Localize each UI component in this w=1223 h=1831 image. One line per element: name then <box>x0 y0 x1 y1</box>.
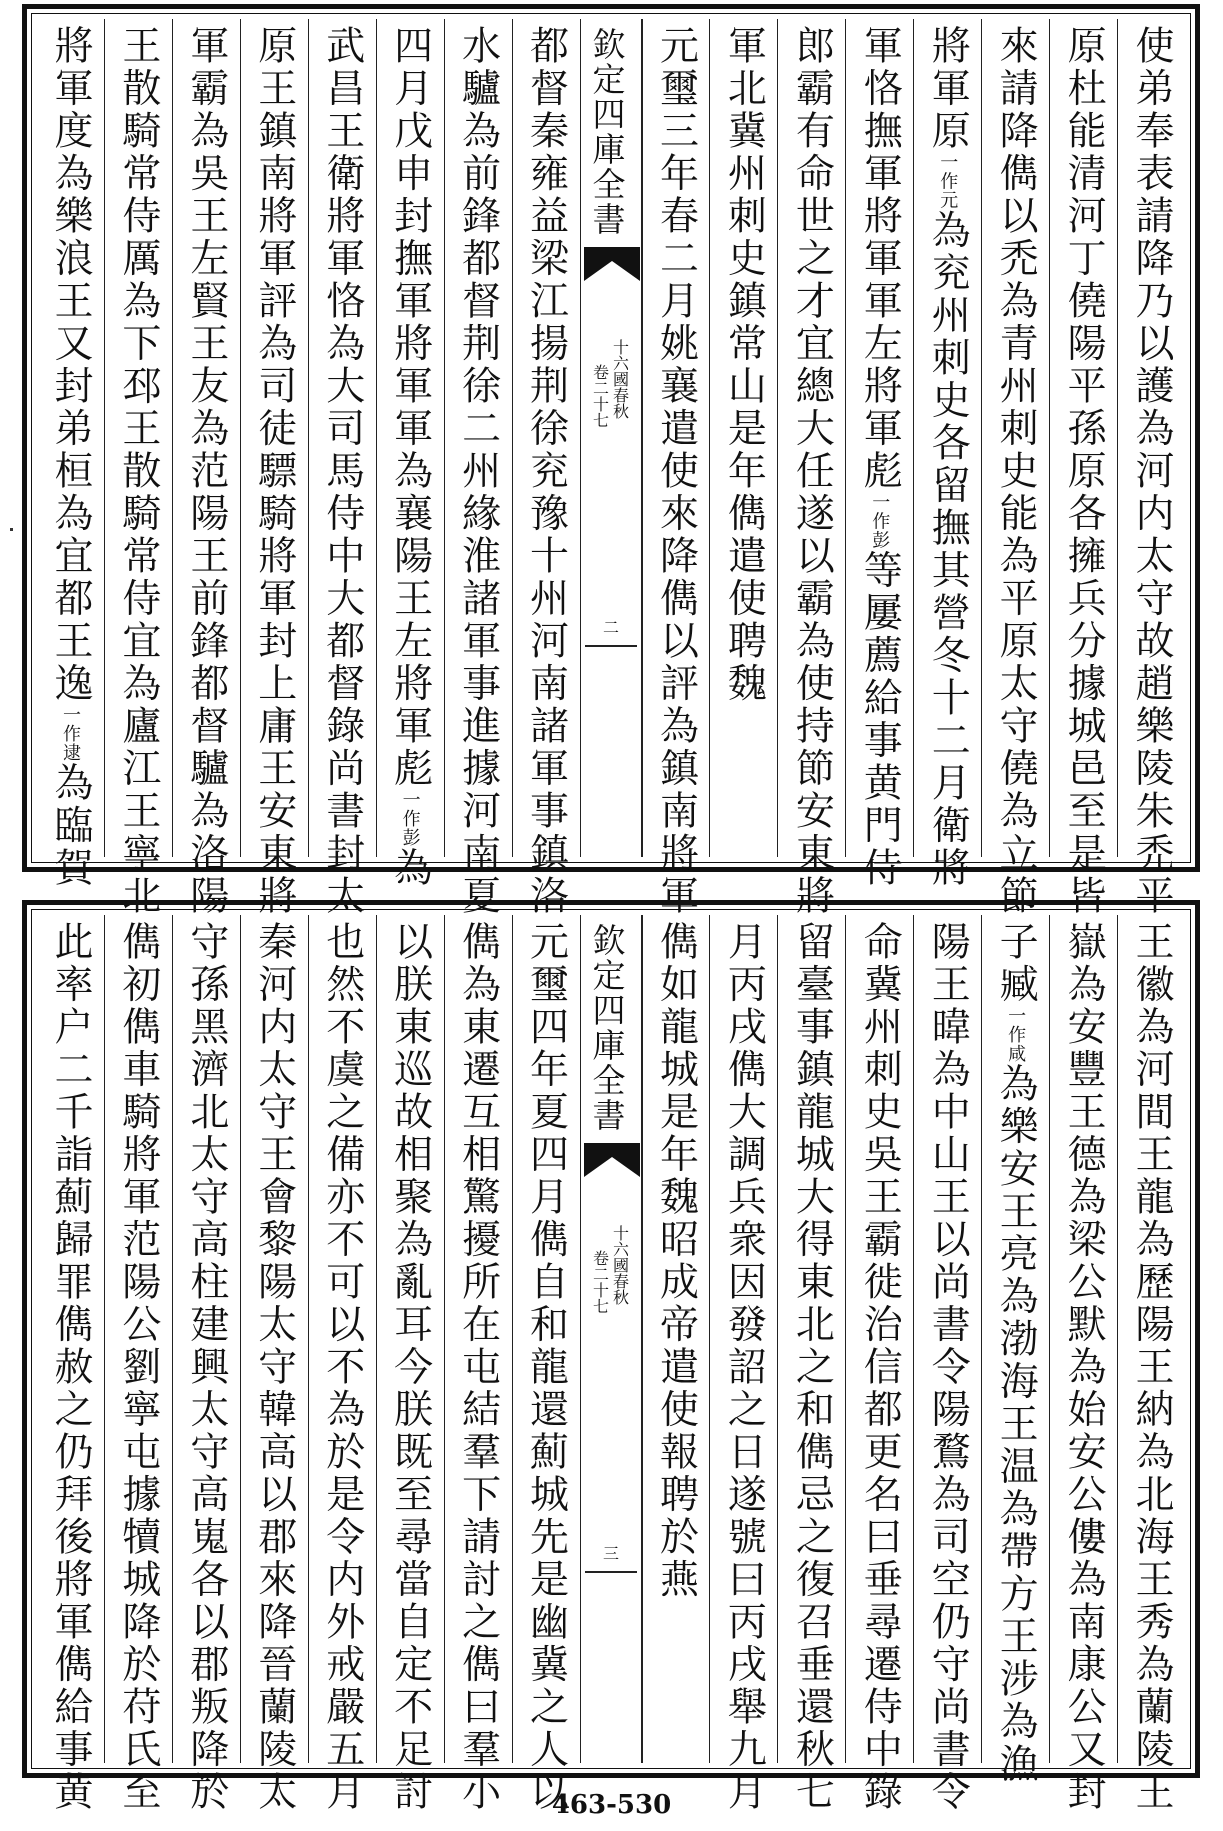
interlinear-note: 一作逮 <box>59 705 81 762</box>
text-column <box>104 19 172 918</box>
banxin-rule <box>585 645 637 647</box>
column-text: 元璽三年春二月姚襄遣使來降儁以評為鎮南將軍 <box>653 25 699 918</box>
text-column <box>1117 915 1185 1814</box>
banxin-juan: 卷二十七 <box>590 1250 610 1314</box>
text-column <box>913 915 981 1814</box>
column-text: 武昌王衛將軍恪為大司馬侍中大都督錄尚書封太 <box>319 25 365 918</box>
column-text: 子臧 <box>993 921 1039 1006</box>
column-text: 原杜能清河丁僥陽平孫原各擁兵分據城邑至是皆 <box>1061 25 1107 918</box>
column-text: 將軍度為樂浪王又封弟桓為宜都王逸 <box>47 25 93 705</box>
column-text: 軍霸為吳王左賢王友為范陽王前鋒都督驢為洛陽 <box>183 25 229 918</box>
interlinear-note: 一作彭 <box>869 492 891 550</box>
top-page-frame <box>22 4 1200 918</box>
banxin-title: 欽定四庫全書 <box>587 923 627 1133</box>
text-column <box>1117 19 1185 918</box>
column-text-cont: 等屢薦給事黄門侍 <box>857 549 903 890</box>
banxin-book-title: 十六國春秋 <box>610 1225 630 1305</box>
fishtail-mark-icon <box>584 247 640 281</box>
text-column <box>845 19 913 890</box>
column-text: 郎霸有命世之才宜總大任遂以霸為使持節安東將 <box>789 25 835 918</box>
text-column <box>777 19 845 918</box>
column-text: 秦河内太守王會黎陽太守韓高以郡來降晉蘭陵太 <box>251 921 297 1814</box>
column-text: 此率户二千詣薊歸罪儁赦之仍拜後將軍儁給事黄 <box>47 921 93 1814</box>
column-text: 儁初儁車騎將軍范陽公劉寧屯據犢城降於苻氏至 <box>115 921 161 1814</box>
column-text: 命冀州刺史吳王霸徙治信都更名曰垂尋遷侍中錄 <box>857 921 903 1814</box>
column-text: 王散騎常侍厲為下邳王散騎常侍宜為廬江王寧北 <box>115 25 161 918</box>
column-text: 使弟奉表請降乃以護為河内太守故趙樂陵朱禿平 <box>1129 25 1175 918</box>
text-column <box>512 19 580 918</box>
text-column <box>376 19 444 890</box>
text-column <box>709 915 777 1814</box>
text-column <box>308 19 376 918</box>
text-column <box>308 915 376 1814</box>
column-text-cont: 為 <box>387 847 433 890</box>
column-text: 水驢為前鋒都督荆徐二州緣淮諸軍事進據河南夏 <box>455 25 501 918</box>
column-text: 都督秦雍益梁江揚荆徐兖豫十州河南諸軍事鎮洛 <box>523 25 569 918</box>
column-text: 王徽為河間王龍為歷陽王納為北海王秀為蘭陵王 <box>1129 921 1175 1814</box>
text-column <box>845 915 913 1814</box>
column-text: 月丙戌儁大調兵衆因發詔之日遂號曰丙戌舉九月 <box>721 921 767 1814</box>
column-text: 留臺事鎮龍城大得東北之和儁忌之復召垂還秋七 <box>789 921 835 1814</box>
column-text: 儁如龍城是年魏昭成帝遣使報聘於燕 <box>653 921 699 1601</box>
text-column <box>37 19 104 890</box>
text-column <box>642 19 710 918</box>
text-column <box>512 915 580 1814</box>
text-column <box>172 915 240 1814</box>
column-text: 來請降儁以禿為青州刺史能為平原太守僥為立節 <box>993 25 1039 918</box>
banxin-page-number: 三 <box>600 1545 620 1561</box>
banxin-rule <box>585 1571 637 1573</box>
text-column <box>376 915 444 1814</box>
column-text: 原王鎮南將軍評為司徒驃騎將軍封上庸王安東將 <box>251 25 297 918</box>
text-column <box>240 19 308 918</box>
fishtail-mark-icon <box>584 1143 640 1177</box>
text-column <box>642 915 710 1763</box>
text-column <box>444 915 512 1814</box>
margin-mark <box>10 528 13 531</box>
banxin-book-title: 十六國春秋 <box>610 339 630 419</box>
text-column <box>1049 19 1117 918</box>
column-text: 元璽四年夏四月儁自和龍還薊城先是幽冀之人以 <box>523 921 569 1814</box>
text-column <box>37 915 104 1814</box>
column-text: 軍恪撫軍將軍軍左將軍彪 <box>857 25 903 493</box>
banxin-center-column <box>580 19 642 857</box>
text-column <box>981 915 1049 1786</box>
banxin-center-column <box>580 915 642 1763</box>
column-text: 陽王暐為中山王以尚書令陽鶩為司空仍守尚書令 <box>925 921 971 1814</box>
column-text: 軍北冀州刺史鎮常山是年儁遣使聘魏 <box>721 25 767 705</box>
text-column <box>104 915 172 1814</box>
column-text-cont: 為樂安王亮為渤海王温為帶方王涉為漁 <box>993 1063 1039 1786</box>
text-column <box>709 19 777 857</box>
column-text: 將軍原 <box>925 25 971 153</box>
column-text: 以朕東巡故相聚為亂耳今朕既至尋當自定不足討 <box>387 921 433 1814</box>
text-column <box>172 19 240 918</box>
text-column <box>1049 915 1117 1814</box>
text-column <box>444 19 512 918</box>
banxin-page-number: 二 <box>600 619 620 635</box>
column-text-cont: 為臨賀 <box>47 762 93 890</box>
interlinear-note: 一作咸 <box>1005 1006 1027 1063</box>
text-column <box>981 19 1049 918</box>
top-page-columns <box>37 19 1185 918</box>
interlinear-note: 一作彭 <box>399 790 421 847</box>
text-column <box>777 915 845 1814</box>
column-text: 嶽為安豐王德為梁公默為始安公僂為南康公又封 <box>1061 921 1107 1814</box>
text-column <box>240 915 308 1814</box>
banxin-title: 欽定四庫全書 <box>587 27 627 237</box>
column-text-cont: 為兖州刺史各留撫其營冬十二月衛將 <box>925 209 971 890</box>
page-footer-number: 463-530 <box>551 1790 672 1820</box>
banxin-juan: 卷二十七 <box>590 364 610 428</box>
column-text: 四月戊申封撫軍將軍軍為襄陽王左將軍彪 <box>387 25 433 790</box>
column-text: 儁為東遷互相驚擾所在屯結羣下請討之儁曰羣小 <box>455 921 501 1814</box>
interlinear-note: 一作元 <box>937 152 959 210</box>
column-text: 也然不虞之備亦不可以不為於是令内外戒嚴五月 <box>319 921 365 1814</box>
column-text: 守孫黑濟北太守高柱建興太守高嵬各以郡叛降於 <box>183 921 229 1814</box>
text-column <box>913 19 981 890</box>
